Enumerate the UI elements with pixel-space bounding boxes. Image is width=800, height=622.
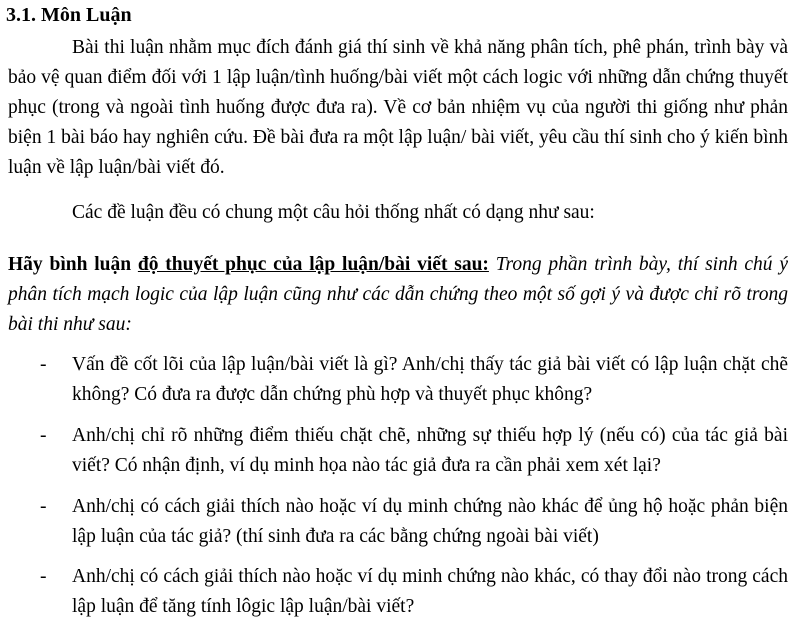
question-bold-prefix: Hãy bình luận	[8, 254, 138, 275]
section-heading: 3.1. Môn Luận	[6, 4, 132, 26]
bullet-dash: -	[40, 354, 47, 375]
question-prompt	[8, 250, 788, 340]
question-underlined-text: độ thuyết phục của lập luận/bài viết sau:	[137, 254, 489, 275]
intro-paragraph: Bài thi luận nhằm mục đích đánh giá thí sinh về khả năng phân tích, phê phán, trình bày và bảo vệ quan điểm đối với 1 lập luận/tình huống/bài viết một cách logic với những dẫn chứng thuyết phục (trong và ngoài tình huống được đưa ra). Về cơ bản nhiệm vụ của người thi giống như phản biện 1 bài báo hay nghiên cứu. Đề bài đưa ra một lập luận/ bài viết, yêu cầu thí sinh cho ý kiến bình luận về lập luận/bài viết đó.	[8, 37, 788, 178]
question-italic-instructions: Trong phần trình bày, thí sinh chú ý phân tích mạch logic của lập luận cũng như các dẫn chứng theo một số gợi ý và được chỉ rõ trong bài thi như sau:	[8, 254, 788, 335]
bullet-dash: -	[40, 566, 47, 587]
question-format-paragraph: Các đề luận đều có chung một câu hỏi thống nhất có dạng như sau:	[72, 202, 595, 223]
list-item-text: Anh/chị có cách giải thích nào hoặc ví dụ minh chứng nào khác để ủng hộ hoặc phản biện lập luận của tác giả? (thí sinh đưa ra các bằng chứng ngoài bài viết)	[72, 496, 788, 547]
bullet-dash: -	[40, 425, 47, 446]
list-item-text: Anh/chị có cách giải thích nào hoặc ví dụ minh chứng nào khác, có thay đổi nào trong cách lập luận để tăng tính lôgic lập luận/bài viết?	[72, 566, 788, 617]
list-item-text: Anh/chị chỉ rõ những điểm thiếu chặt chẽ, những sự thiếu hợp lý (nếu có) của tác giả bài viết? Có nhận định, ví dụ minh họa nào tác giả đưa ra cần phải xem xét lại?	[72, 425, 788, 476]
bullet-dash: -	[40, 496, 47, 517]
list-item-text: Vấn đề cốt lõi của lập luận/bài viết là gì? Anh/chị thấy tác giả bài viết có lập luận chặt chẽ không? Có đưa ra được dẫn chứng phù hợp và thuyết phục không?	[72, 354, 788, 405]
